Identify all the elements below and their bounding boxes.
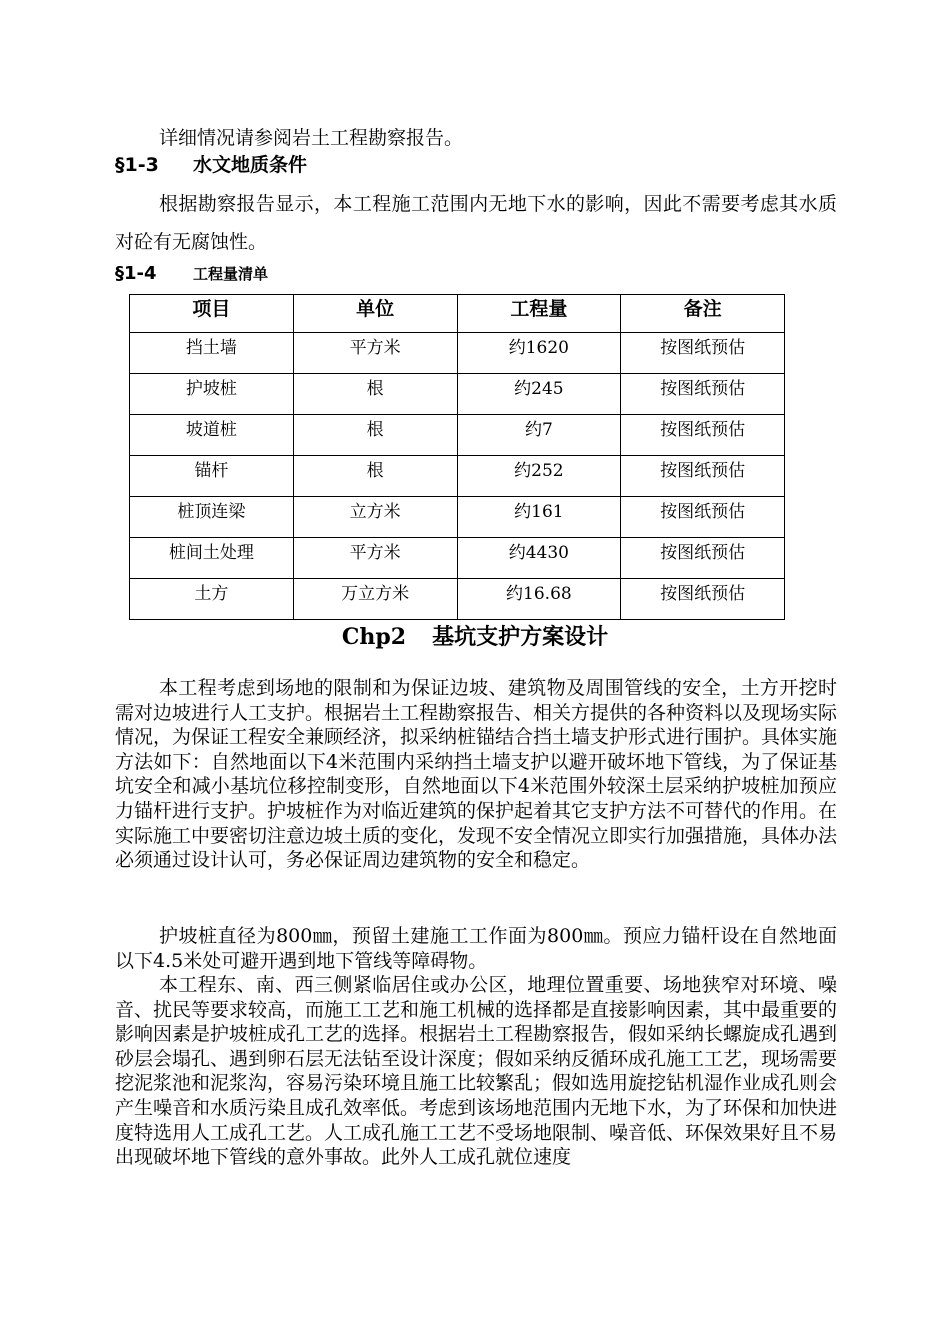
section-number: §1-4 xyxy=(115,263,157,284)
paragraph-pile-diameter: 护坡桩直径为800㎜，预留土建施工工作面为800㎜。预应力锚杆设在自然地面以下4.5米处可避开遇到地下管线等障碍物。 xyxy=(115,925,837,972)
section-heading-1-4 xyxy=(115,263,268,284)
chapter-heading xyxy=(0,620,950,651)
table-cell: 护坡桩 xyxy=(130,374,294,415)
column-header: 单位 xyxy=(293,295,457,333)
table-cell: 按图纸预估 xyxy=(621,497,785,538)
table-cell: 挡土墙 xyxy=(130,333,294,374)
table-header-row xyxy=(130,295,785,333)
section-title: 工程量清单 xyxy=(193,265,269,283)
section-title: 水文地质条件 xyxy=(193,154,308,176)
table-cell: 根 xyxy=(293,456,457,497)
table-cell: 约245 xyxy=(457,374,621,415)
table-cell: 约1620 xyxy=(457,333,621,374)
table-cell: 约252 xyxy=(457,456,621,497)
section-number: §1-3 xyxy=(115,154,159,176)
table-cell: 万立方米 xyxy=(293,579,457,620)
table-cell: 锚杆 xyxy=(130,456,294,497)
table-cell: 约16.68 xyxy=(457,579,621,620)
quantity-table xyxy=(129,294,785,620)
table-cell: 约4430 xyxy=(457,538,621,579)
paragraph-construction-method: 本工程东、南、西三侧紧临居住或办公区，地理位置重要、场地狭窄对环境、噪音、扰民等要求较高，而施工工艺和施工机械的选择都是直接影响因素，其中最重要的影响因素是护坡桩成孔工艺的选择。根据岩土工程勘察报告，假如采纳长螺旋成孔遇到砂层会塌孔、遇到卵石层无法钻至设计深度；假如采纳反循环成孔施工工艺，现场需要挖泥浆池和泥浆沟，容易污染环境且施工比较繁乱；假如选用旋挖钻机湿作业成孔则会产生噪音和水质污染且成孔效率低。考虑到该场地范围内无地下水，为了环保和加快进度特选用人工成孔工艺。人工成孔施工工艺不受场地限制、噪音低、环保效果好且不易出现破坏地下管线的意外事故。此外人工成孔就位速度 xyxy=(115,974,838,1169)
table-row xyxy=(130,579,785,620)
table-cell: 土方 xyxy=(130,579,294,620)
paragraph-reference: 详细情况请参阅岩土工程勘察报告。 xyxy=(159,127,464,149)
table-cell: 按图纸预估 xyxy=(621,374,785,415)
section-heading-1-3 xyxy=(115,150,307,177)
table-cell: 桩顶连梁 xyxy=(130,497,294,538)
table-cell: 平方米 xyxy=(293,333,457,374)
column-header: 项目 xyxy=(130,295,294,333)
paragraph-support-overview: 本工程考虑到场地的限制和为保证边坡、建筑物及周围管线的安全，土方开挖时需对边坡进行人工支护。根据岩土工程勘察报告、相关方提供的各种资料以及现场实际情况，为保证工程安全兼顾经济，拟采纳桩锚结合挡土墙支护形式进行围护。具体实施方法如下：自然地面以下4米范围内采纳挡土墙支护以避开破坏地下管线，为了保证基坑安全和减小基坑位移控制变形，自然地面以下4米范围外较深土层采纳护坡桩加预应力锚杆进行支护。护坡桩作为对临近建筑的保护起着其它支护方法不可替代的作用。在实际施工中要密切注意边坡土质的变化，发现不安全情况立即实行加强措施，具体办法必须通过设计认可，务必保证周边建筑物的安全和稳定。 xyxy=(115,677,838,872)
table-row xyxy=(130,333,785,374)
table-cell: 按图纸预估 xyxy=(621,333,785,374)
table-cell: 立方米 xyxy=(293,497,457,538)
table-row xyxy=(130,374,785,415)
table-row xyxy=(130,456,785,497)
table-cell: 按图纸预估 xyxy=(621,456,785,497)
table-cell: 按图纸预估 xyxy=(621,538,785,579)
chapter-title: 基坑支护方案设计 xyxy=(432,624,609,650)
table-cell: 按图纸预估 xyxy=(621,415,785,456)
chapter-number: Chp2 xyxy=(341,624,407,650)
table-cell: 约161 xyxy=(457,497,621,538)
table-cell: 坡道桩 xyxy=(130,415,294,456)
column-header: 备注 xyxy=(621,295,785,333)
table-cell: 桩间土处理 xyxy=(130,538,294,579)
table-cell: 根 xyxy=(293,374,457,415)
table-cell: 平方米 xyxy=(293,538,457,579)
paragraph-hydrology: 根据勘察报告显示，本工程施工范围内无地下水的影响，因此不需要考虑其水质对砼有无腐蚀性。 xyxy=(115,193,837,253)
column-header: 工程量 xyxy=(457,295,621,333)
table-row xyxy=(130,497,785,538)
table-row xyxy=(130,538,785,579)
table-cell: 根 xyxy=(293,415,457,456)
table-cell: 约7 xyxy=(457,415,621,456)
table-cell: 按图纸预估 xyxy=(621,579,785,620)
table-row xyxy=(130,415,785,456)
